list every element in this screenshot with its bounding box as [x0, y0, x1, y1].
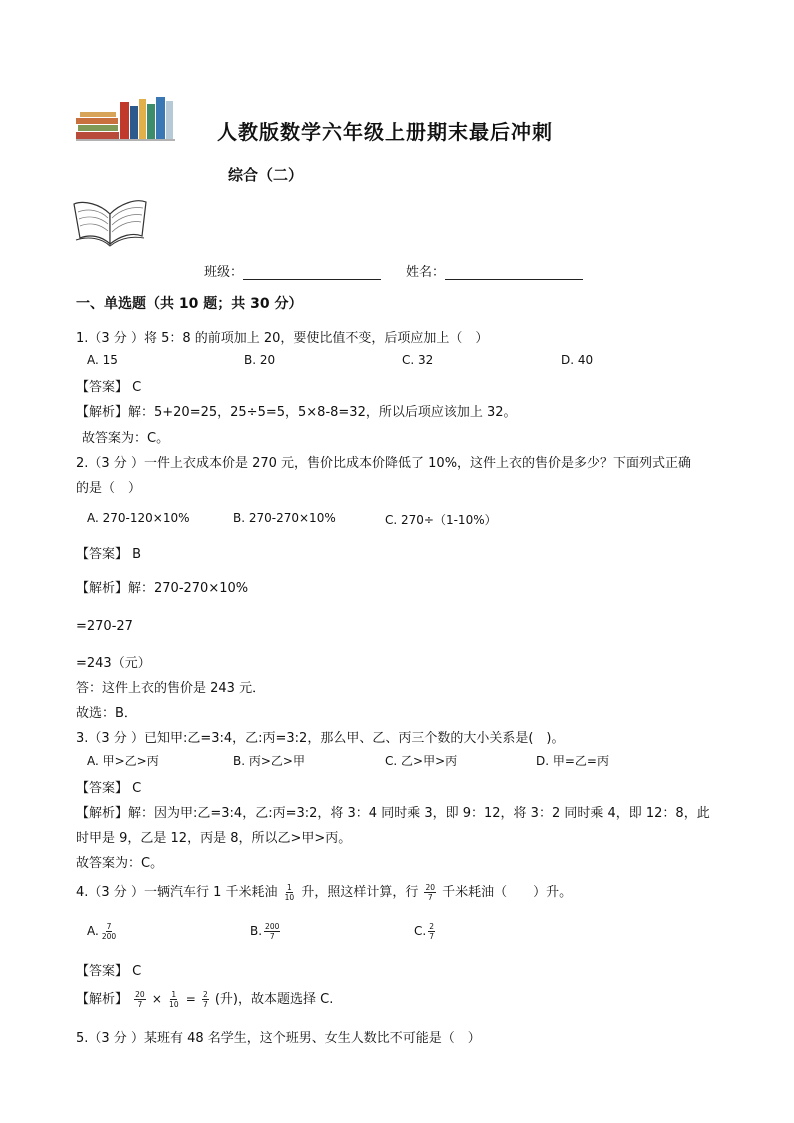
q4-analysis [76, 988, 333, 1009]
books-stack-illustration [76, 94, 176, 142]
q3-analysis-line1: 【解析】解：因为甲:乙=3:4，乙:丙=3:2，将 3：4 同时乘 3，即 9：12，将 3：2 同时乘 4，即 12：8，此 [76, 806, 710, 821]
section-heading: 一、单选题（共 10 题；共 30 分） [76, 296, 303, 312]
q1-stem: 1.（3 分 ）将 5：8 的前项加上 20，要使比值不变，后项应加上（ ） [76, 331, 489, 346]
class-label: 班级： [204, 265, 244, 280]
name-field [406, 261, 583, 280]
q4-stem-part3: 千米耗油（ ）升。 [442, 885, 573, 900]
q2-stem-line2: 的是（ ） [76, 481, 142, 496]
q4-option-a: A. $\frac{7}{200}$ [87, 922, 117, 941]
times-sign: × [151, 992, 162, 1006]
q3-option-b: B. 丙>乙>甲 [233, 754, 305, 768]
q1-conclusion: 故答案为：C。 [82, 431, 170, 446]
q4-analysis-label: 【解析】 [76, 992, 129, 1007]
q2-step1: =270-27 [76, 619, 133, 634]
q4-fraction-one-tenth: $\frac{1}{10}$ [284, 883, 295, 902]
q4-analysis-fraction-3: $\frac{2}{7}$ [202, 990, 208, 1009]
q2-analysis: 【解析】解：270-270×10% [76, 581, 249, 596]
q2-stem-line1: 2.（3 分 ）一件上衣成本价是 270 元，售价比成本价降低了 10%，这件上衣的售价是多少？下面列式正确 [76, 456, 692, 471]
q4-analysis-fraction-2: $\frac{1}{10}$ [169, 990, 179, 1009]
q3-option-a: A. 甲>乙>丙 [87, 754, 159, 768]
q4-stem [76, 881, 572, 902]
q1-option-c: C. 32 [402, 353, 434, 367]
q2-conclusion: 故选：B． [76, 706, 137, 721]
q4-answer: 【答案】 C [76, 964, 142, 979]
q2-option-b: B. 270-270×10% [233, 511, 336, 525]
q4-stem-part2: 升，照这样计算，行 [301, 885, 419, 900]
q1-answer: 【答案】 C [76, 380, 142, 395]
page-subtitle: 综合（二） [228, 166, 304, 184]
q2-answer: 【答案】 B [76, 547, 142, 562]
name-label: 姓名： [406, 265, 446, 280]
q2-option-c: C. 270÷（1-10%） [385, 513, 497, 527]
q1-analysis: 【解析】解：5+20=25，25÷5=5，5×8-8=32，所以后项应该加上 32。 [76, 405, 517, 420]
q3-answer: 【答案】 C [76, 781, 142, 796]
q1-option-b: B. 20 [244, 353, 276, 367]
class-blank [243, 267, 381, 280]
q4-analysis-fraction-1: $\frac{20}{7}$ [135, 990, 145, 1009]
class-field [204, 261, 381, 280]
name-blank [445, 267, 583, 280]
q4-analysis-tail: (升)，故本题选择 C. [214, 992, 334, 1007]
q2-reply: 答：这件上衣的售价是 243 元． [76, 681, 266, 696]
q1-option-a: A. 15 [87, 353, 118, 367]
q3-option-d: D. 甲=乙=丙 [536, 754, 609, 768]
q3-stem: 3.（3 分 ）已知甲:乙=3:4，乙:丙=3:2，那么甲、乙、丙三个数的大小关系是( )。 [76, 731, 565, 746]
open-book-illustration [70, 192, 150, 252]
q5-stem: 5.（3 分 ）某班有 48 名学生，这个班男、女生人数比不可能是（ ） [76, 1031, 481, 1046]
q2-step2: =243（元） [76, 656, 151, 671]
q4-option-c: C. $\frac{2}{7}$ [414, 922, 434, 941]
q3-analysis-line2: 时甲是 9，乙是 12，丙是 8，所以乙>甲>丙。 [76, 831, 352, 846]
q1-option-d: D. 40 [561, 353, 594, 367]
q4-stem-part1: 4.（3 分 ）一辆汽车行 1 千米耗油 [76, 885, 278, 900]
q3-conclusion: 故答案为：C。 [76, 856, 164, 871]
q2-option-a: A. 270-120×10% [87, 511, 190, 525]
q3-option-c: C. 乙>甲>丙 [385, 754, 458, 768]
equals-sign: = [185, 992, 196, 1006]
q4-option-b: B. $\frac{200}{7}$ [250, 922, 280, 941]
q4-fraction-twenty-sevenths: $\frac{20}{7}$ [425, 883, 436, 902]
page-title: 人教版数学六年级上册期末最后冲刺 [217, 120, 553, 144]
